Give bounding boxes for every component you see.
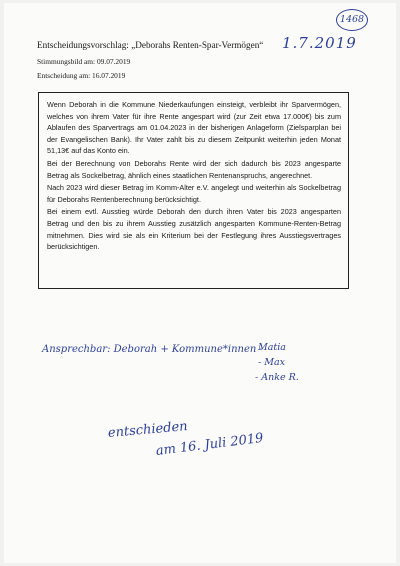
handwritten-decided: entschieden [107, 419, 189, 441]
document-title: Entscheidungsvorschlag: „Deborahs Renten-Spar-Vermögen“ [37, 40, 264, 50]
handwritten-date: 1.7.2019 [282, 34, 357, 52]
handwritten-contact-name: - Max [258, 357, 285, 368]
mood-date: Stimmungsbild am: 09.07.2019 [37, 57, 131, 66]
handwritten-contact-name: Matia [258, 342, 286, 353]
paragraph: Nach 2023 wird dieser Betrag im Komm-Alter e.V. angelegt und weiterhin als Sockelbetrag für Deborahs Rentenberechnung berücksichtigt. [47, 183, 341, 204]
handwritten-page-number: 1468 [336, 9, 368, 31]
paragraph: Bei einem evtl. Ausstieg würde Deborah den durch ihren Vater bis 2023 angesparten Betrag und den bis zu ihrem Ausstieg zusätzlich angesparten Kommune-Renten-Betrag mitnehmen. Dies wird sie als ein Kriterium bei der Festlegung ihres Ausstiegsvertrages berücksichtigen. [47, 207, 341, 252]
paragraph: Bei der Berechnung von Deborahs Rente wird der sich dadurch bis 2023 angesparte Betrag als Sockelbetrag, ähnlich eines staatlichen Rentenanspruchs, angerechnet. [47, 158, 341, 180]
handwritten-decided-date: am 16. Juli 2019 [155, 430, 265, 459]
proposal-text-box [38, 92, 349, 289]
handwritten-contact-name: - Anke R. [255, 372, 299, 383]
paragraph: Wenn Deborah in die Kommune Niederkaufungen einsteigt, verbleibt ihr Sparvermögen, welches von ihrem Vater für ihre Rente angespart wird (zur Zeit etwa 17.000€) bis zum Ablaufen des Sparvertrags am 01.04.2023 in der bisherigen Anlageform (Zielsparplan bei der Evangelischen Bank). Ihr Vater zahlt bis zu diesem Zeitpunkt weiterhin jeden Monat 51,13€ auf das Konto ein. [47, 100, 341, 156]
decision-date: Entscheidung am: 16.07.2019 [37, 71, 126, 80]
handwritten-contact-label: Ansprechbar: Deborah + Kommune*innen - [42, 344, 263, 355]
